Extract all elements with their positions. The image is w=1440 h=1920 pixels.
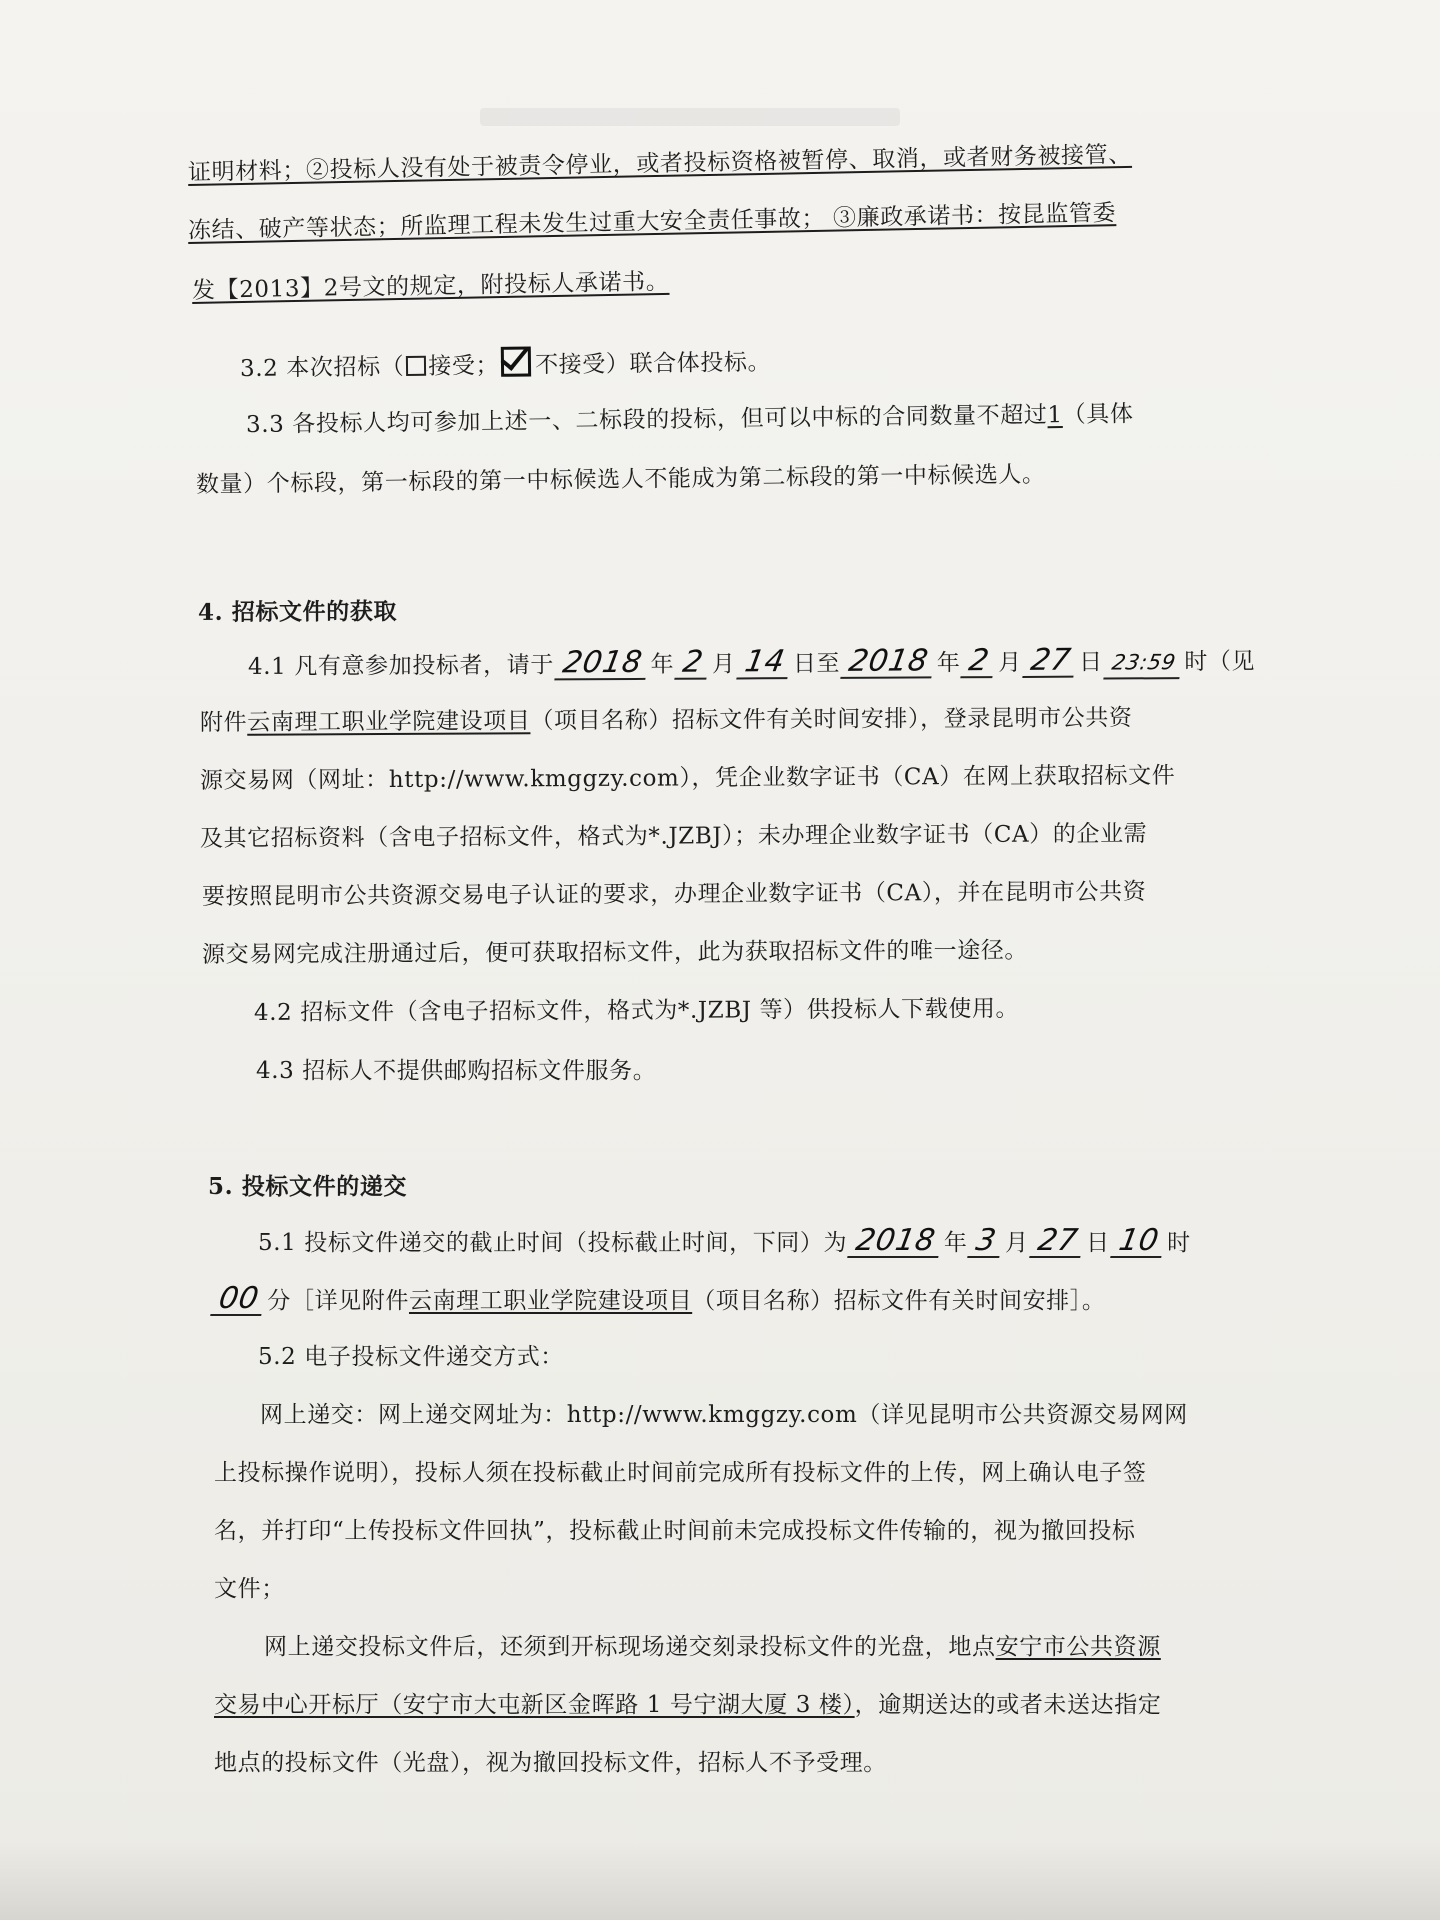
p43: 4.3 招标人不提供邮购招标文件服务。 [256,1058,657,1084]
unchecked-box-icon [406,356,426,376]
p41-line3: 源交易网（网址：http://www.kmggzy.com），凭企业数字证书（CA）在网上获取招标文件 [199,762,1176,794]
handwritten-start-day: 14 [736,647,793,679]
year-label: 年 [650,651,675,678]
hour-label: 时（见 [1184,648,1256,676]
p53-line2 [214,1690,1161,1720]
p41-line6: 源交易网完成注册通过后，便可获取招标文件，此为获取招标文件的唯一途径。 [201,937,1029,968]
handwritten-end-year: 2018 [840,646,936,679]
p41-line5: 要按照昆明市公共资源交易电子认证的要求，办理企业数字证书（CA），并在昆明市公共资 [201,879,1147,910]
month-label: 月 [711,651,736,678]
p41-attachment-label: 附件 [199,709,248,736]
p51-prefix: 5.1 投标文件递交的截止时间（投标截止时间，下同）为 [258,1230,848,1256]
p53-line2-b: ，逾期送达的或者未送达指定 [854,1692,1162,1718]
day-label-3: 日 [1086,1230,1110,1256]
page-shadow [0,1840,1440,1920]
item-3-2-prefix: 3.2 本次招标（ [239,353,405,382]
p42: 4.2 招标文件（含电子招标文件，格式为*.JZBJ 等）供投标人下载使用。 [253,995,1020,1026]
p53-line1 [264,1632,1161,1662]
month-label-2: 月 [998,649,1022,677]
p51-line2-a: 分［详见附件 [267,1288,409,1314]
p41-line2 [200,703,1133,738]
handwritten-end-month: 2 [961,646,998,678]
project-name-2: 云南理工职业学院建设项目 [408,1288,693,1314]
p53-line1-a: 网上递交投标文件后，还须到开标现场递交刻录投标文件的光盘，地点 [264,1634,996,1660]
handwritten-deadline-year: 2018 [847,1226,943,1258]
year-label-3: 年 [943,1230,968,1256]
handwritten-end-day: 27 [1022,646,1079,678]
p52-line3: 名，并打印“上传投标文件回执”，投标截止时间前未完成投标文件传输的，视为撤回投标 [214,1518,1136,1544]
p41-line1 [247,642,1256,684]
checked-box-icon [501,346,531,376]
hour-label-2: 时 [1167,1230,1191,1256]
handwritten-deadline-month: 3 [968,1226,1005,1258]
handwritten-end-time: 23:59 [1103,647,1184,679]
p51-line1 [258,1223,1191,1258]
handwritten-start-month: 2 [675,648,712,680]
p41-line4: 及其它招标资料（含电子招标文件，格式为*.JZBJ）；未办理企业数字证书（CA）的企业需 [199,821,1148,852]
handwritten-deadline-day: 27 [1029,1226,1086,1258]
p52-line2: 上投标操作说明），投标人须在投标截止时间前完成所有投标文件的上传，网上确认电子签 [214,1460,1147,1486]
project-name: 云南理工职业学院建设项目 [247,708,531,736]
p53-line3: 地点的投标文件（光盘），视为撤回投标文件，招标人不予受理。 [214,1750,887,1776]
handwritten-deadline-hour: 10 [1110,1226,1167,1258]
p52-line4: 文件； [214,1576,285,1602]
p51-line2-b: （项目名称）招标文件有关时间安排］。 [692,1288,1106,1314]
p52-line1: 网上递交：网上递交网址为：http://www.kmggzy.com（详见昆明市公共资源交易网网 [260,1402,1188,1428]
bleed-through-mark [480,108,900,126]
month-label-3: 月 [1005,1230,1029,1256]
item-3-3-prefix: 3.3 各投标人均可参加上述一、二标段的投标，但可以中标的合同数量不超过 [245,402,1048,438]
item-3-3-line2: 数量）个标段，第一标段的第一中标候选人不能成为第二标段的第一中标候选人。 [195,461,1046,498]
contract-count: 1 [1047,402,1063,429]
p51-line2 [210,1281,1106,1316]
para3-line3: 发【2013】2号文的规定，附投标人承诺书。 [191,268,670,304]
section4-heading: 4. 招标文件的获取 [197,597,398,626]
day-to-label: 日至 [792,650,841,678]
item-3-3-suffix: （具体 [1062,401,1134,429]
day-label-2: 日 [1079,649,1103,676]
section5-heading: 5. 投标文件的递交 [208,1173,408,1200]
item-3-2 [240,344,771,384]
p41-prefix: 4.1 凡有意参加投标者，请于 [247,652,554,680]
option-reject-label: 不接受）联合体投标。 [534,349,772,379]
handwritten-start-year: 2018 [554,648,650,681]
venue-address-part1: 安宁市公共资源 [995,1634,1161,1660]
p52-title: 5.2 电子投标文件递交方式： [258,1344,564,1370]
para3-line1: 证明材料；②投标人没有处于被责令停业，或者投标资格被暂停、取消，或者财务被接管、 [187,141,1133,186]
item-3-3-line1 [246,399,1134,440]
para3-line2: 冻结、破产等状态；所监理工程未发生过重大安全责任事故； ③廉政承诺书：按昆监管委 [187,200,1117,244]
year-label-2: 年 [936,650,961,677]
option-accept-label: 接受； [428,352,500,380]
p41-line2-suffix: （项目名称）招标文件有关时间安排），登录昆明市公共资 [530,705,1133,735]
venue-address-part2: 交易中心开标厅（安宁市大屯新区金晖路 1 号宁湖大厦 3 楼） [214,1692,855,1718]
handwritten-deadline-minute: 00 [210,1284,267,1316]
